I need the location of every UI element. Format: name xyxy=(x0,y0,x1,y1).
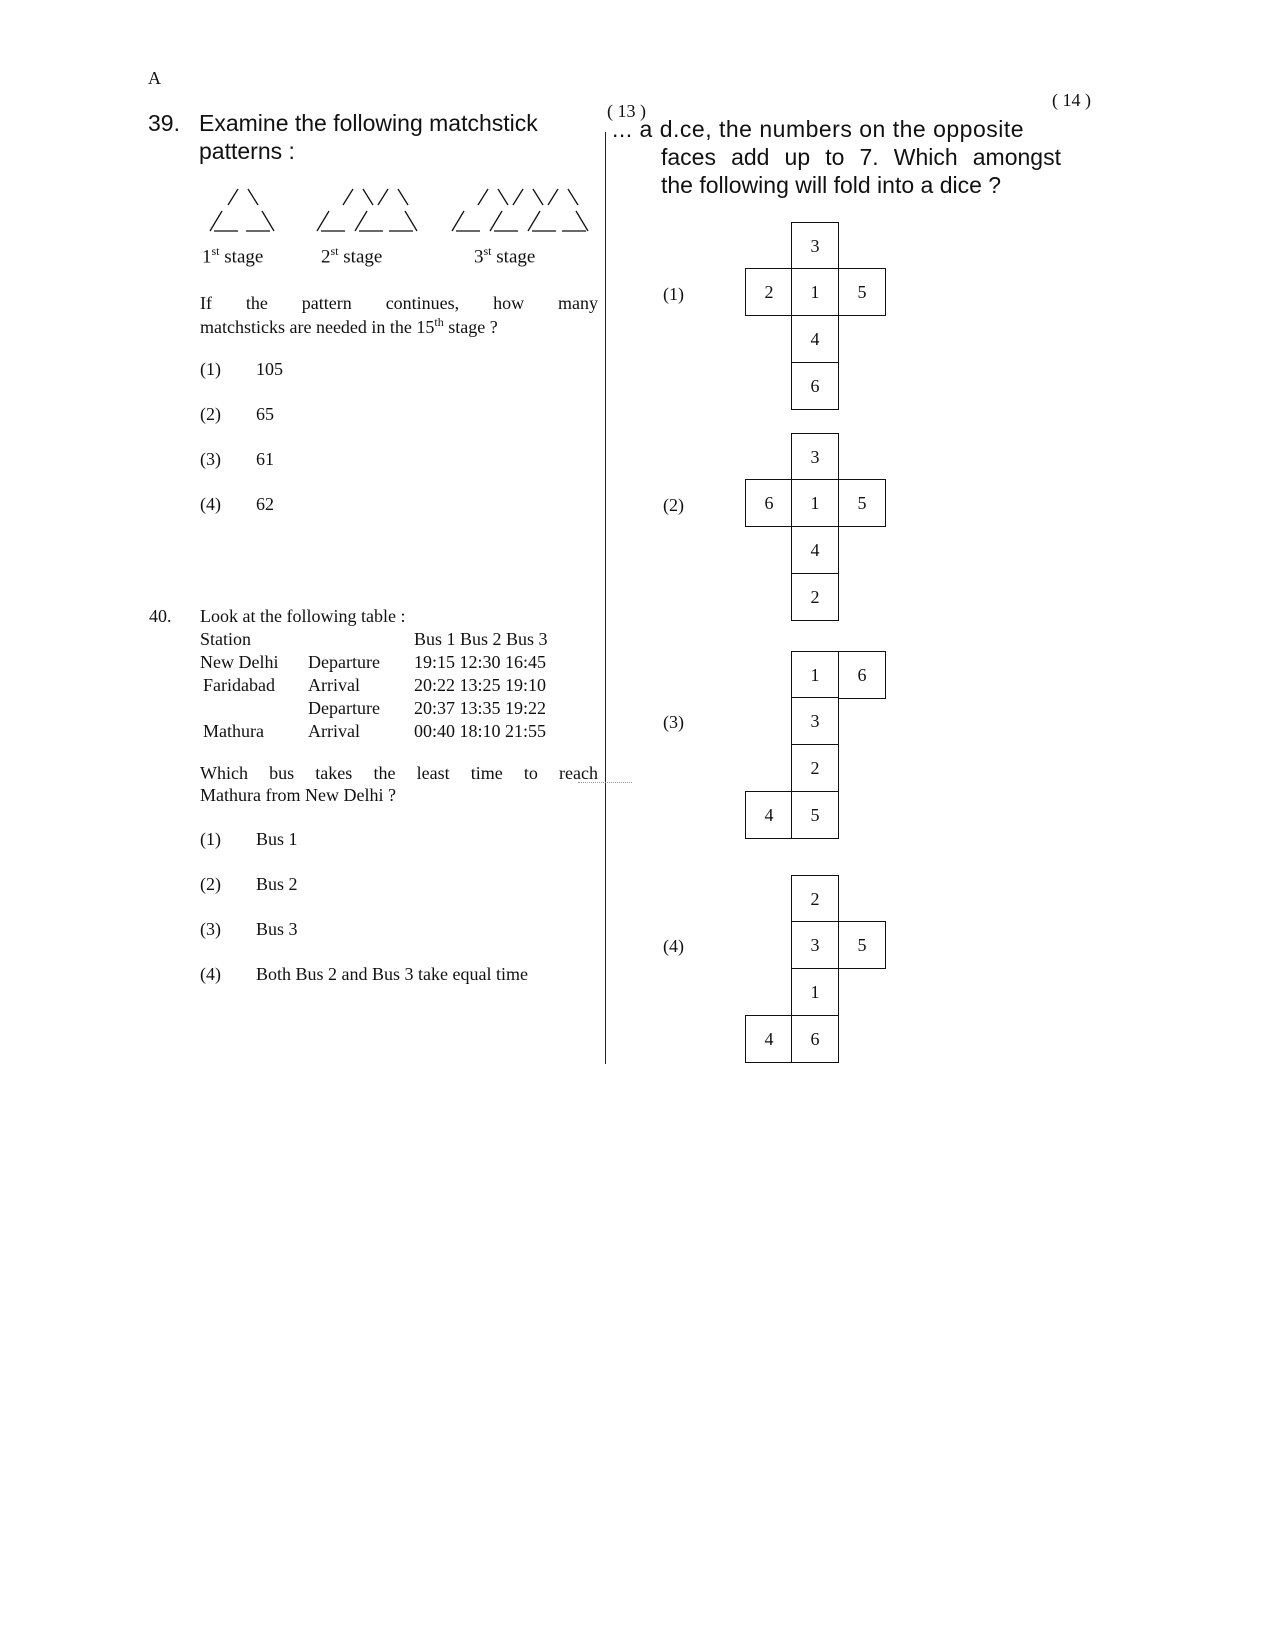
net-cell: 1 xyxy=(791,968,839,1016)
net-cell: 1 xyxy=(791,479,839,527)
net-cell: 5 xyxy=(838,268,886,316)
net-cell: 2 xyxy=(791,573,839,621)
column-divider xyxy=(605,132,606,1064)
stage-2-figure xyxy=(317,189,417,231)
net-cell: 5 xyxy=(838,479,886,527)
stage-3-label: 3st stage xyxy=(474,244,536,268)
q41-line2: faces add up to 7. Which amongst xyxy=(661,144,1061,170)
q41-option-3-label[interactable]: (3) xyxy=(663,712,684,732)
table-row: Departure 20:37 13:35 19:22 xyxy=(308,698,547,718)
net-cell: 6 xyxy=(745,479,793,527)
q39-option-3[interactable]: (3) 61 xyxy=(200,449,274,469)
table-row: Faridabad Arrival 20:22 13:25 19:10 xyxy=(203,675,547,695)
q40-option-2[interactable]: (2) Bus 2 xyxy=(200,874,298,894)
q40-number: 40. xyxy=(149,606,172,626)
net-cell: 5 xyxy=(838,921,886,969)
net-cell: 6 xyxy=(838,651,886,699)
stage-1-label: 1st stage xyxy=(202,244,264,268)
stage-1-figure xyxy=(210,189,274,231)
net-cell: 3 xyxy=(791,222,839,270)
table-header-row: Station Bus 1 Bus 2 Bus 3 xyxy=(200,629,548,649)
net-cell: 1 xyxy=(791,651,839,699)
q41-option-4-label[interactable]: (4) xyxy=(663,936,684,956)
q39-option-1[interactable]: (1) 105 xyxy=(200,359,283,379)
stage-2-label: 2st stage xyxy=(321,244,383,268)
dice-net-option-2[interactable] xyxy=(745,433,886,621)
net-cell: 4 xyxy=(791,526,839,574)
net-cell: 6 xyxy=(791,1015,839,1063)
q41-option-2-label[interactable]: (2) xyxy=(663,495,684,515)
table-row: New Delhi Departure 19:15 12:30 16:45 xyxy=(200,652,547,672)
net-cell: 2 xyxy=(745,268,793,316)
q40-intro: Look at the following table : xyxy=(200,606,406,626)
dice-net-option-4[interactable] xyxy=(745,875,886,1063)
net-cell: 6 xyxy=(791,362,839,410)
matchstick-patterns xyxy=(200,183,600,235)
q40-question-line2: Mathura from New Delhi ? xyxy=(200,785,396,805)
q40-question-line1: Which bus takes the least time to reach xyxy=(200,763,598,783)
page-number-right: ( 14 ) xyxy=(1052,90,1091,110)
q41-line1: ... a d.ce, the numbers on the opposite xyxy=(612,116,1025,142)
table-row: Mathura Arrival 00:40 18:10 21:55 xyxy=(203,721,547,741)
dice-net-option-3[interactable] xyxy=(745,651,886,839)
net-cell: 4 xyxy=(745,1015,793,1063)
q39-option-4[interactable]: (4) 62 xyxy=(200,494,274,514)
q40-option-1[interactable]: (1) Bus 1 xyxy=(200,829,298,849)
set-label: A xyxy=(148,68,161,88)
q39-number: 39. xyxy=(148,110,180,136)
q39-question-line2: matchsticks are needed in the 15th stage ? xyxy=(200,315,498,337)
q40-option-4[interactable]: (4) Both Bus 2 and Bus 3 take equal time xyxy=(200,964,528,984)
q39-title-line2: patterns : xyxy=(199,138,295,164)
net-cell: 5 xyxy=(791,791,839,839)
q39-option-2[interactable]: (2) 65 xyxy=(200,404,274,424)
dice-net-option-1[interactable] xyxy=(745,222,886,410)
q39-title-line1: Examine the following matchstick xyxy=(199,110,538,136)
q40-option-3[interactable]: (3) Bus 3 xyxy=(200,919,298,939)
q41-line3: the following will fold into a dice ? xyxy=(661,172,1002,198)
net-cell: 4 xyxy=(745,791,793,839)
q41-option-1-label[interactable]: (1) xyxy=(663,284,684,304)
net-cell: 3 xyxy=(791,433,839,481)
stage-3-figure xyxy=(452,189,588,231)
net-cell: 3 xyxy=(791,921,839,969)
net-cell: 2 xyxy=(791,744,839,792)
bus-timetable xyxy=(200,628,556,743)
net-cell: 2 xyxy=(791,875,839,923)
net-cell: 3 xyxy=(791,697,839,745)
net-cell: 4 xyxy=(791,315,839,363)
q39-question-line1: If the pattern continues, how many xyxy=(200,293,598,313)
net-cell: 1 xyxy=(791,268,839,316)
page-number-left: ( 13 ) xyxy=(607,101,646,121)
